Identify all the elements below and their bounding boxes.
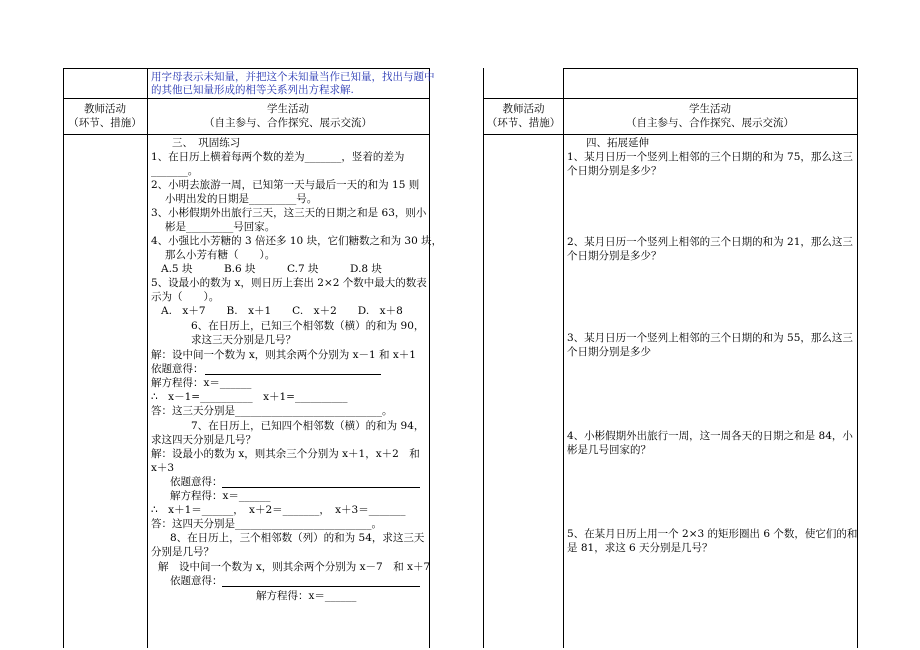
exercise-line: 解方程得：x＝______ <box>151 377 252 389</box>
exercise-line: A. x＋7 B. x＋1 C. x＋2 D. x＋8 <box>161 305 403 317</box>
top-note-line-1: 用字母表示未知量，并把这个未知量当作已知量，找出与题中 <box>151 71 435 83</box>
exercise-line: 解：设中间一个数为 x，则其余两个分别为 x－1 和 x＋1 <box>151 349 416 361</box>
exercise-line: 示为（ ）。 <box>151 291 220 303</box>
exercise-line: 5、设最小的数为 x，则日历上套出 2×2 个数中最大的数表 <box>151 277 427 289</box>
exercise-line: 7、在日历上，已知四个相邻数（横）的和为 94， <box>191 420 425 432</box>
exercise-line: 答：这三天分别是____________________________。 <box>151 405 393 417</box>
extension-question-1-line-2: 个日期分别是多少？ <box>567 165 662 177</box>
extension-question-2-line-2: 个日期分别是多少？ <box>567 250 662 262</box>
teacher-header-title: 教师活动 <box>84 103 126 115</box>
exercise-line: 依题意得： <box>170 575 223 587</box>
exercise-line: 2、小明去旅游一周，已知第一天与最后一天的和为 15 则 <box>151 179 420 191</box>
student-header-sub: （自主参与、合作探究、展示交流） <box>204 117 372 129</box>
student-header-title: 学生活动 <box>689 103 731 115</box>
exercise-line: 彬是_________号回家。 <box>165 221 276 233</box>
exercise-line: 依题意得： <box>170 476 223 488</box>
exercise-line: 依题意得： <box>151 363 204 375</box>
page-divider <box>483 68 484 648</box>
exercise-line: 小明出发的日期是_________号。 <box>165 193 318 205</box>
answer-blank <box>205 374 381 375</box>
exercise-line: 解方程得：x＝______ <box>170 490 271 502</box>
answer-blank <box>222 487 420 488</box>
teacher-header-title: 教师活动 <box>502 103 545 115</box>
exercise-line: 解方程得：x＝______ <box>256 590 357 602</box>
exercise-line: 4、小强比小芳糖的 3 倍还多 10 块，它们糖数之和为 30 块， <box>151 235 443 247</box>
extension-question-2-line-1: 2、某月日历一个竖列上相邻的三个日期的和为 21，那么这三 <box>567 236 853 248</box>
extension-question-5-line-1: 5、在某月日历上用一个 2×3 的矩形圈出 6 个数，使它们的和 <box>567 528 858 540</box>
exercise-line: x＋3 <box>151 462 175 474</box>
exercise-line: 解 设中间一个数为 x，则其余两个分别为 x－7 和 x＋7 <box>158 561 431 573</box>
exercise-line: 8、在日历上，三个相邻数（列）的和为 54，求这三天 <box>170 532 425 544</box>
exercise-line: A.5 块 B.6 块 C.7 块 D.8 块 <box>161 263 382 275</box>
section-title-extension: 四、拓展延伸 <box>586 137 649 149</box>
extension-question-5-line-2: 是 81，求这 6 天分别是几号？ <box>567 542 713 554</box>
teacher-header-sub: （环节、措施） <box>486 117 561 129</box>
extension-question-1-line-1: 1、某月日历一个竖列上相邻的三个日期的和为 75，那么这三 <box>567 151 853 163</box>
student-header-sub: （自主参与、合作探究、展示交流） <box>626 117 794 129</box>
exercise-line: ∴ x－1=__________ x＋1=__________ <box>151 391 348 403</box>
exercise-line: 分别是几号？ <box>151 546 214 558</box>
exercise-line: 3、小彬假期外出旅行三天，这三天的日期之和是 63，则小 <box>151 207 427 219</box>
top-note-line-2: 的其他已知量形成的相等关系列出方程求解. <box>151 84 354 96</box>
exercise-line: ∴ x＋1＝______， x＋2＝_______， x＋3＝_______ <box>151 504 406 516</box>
teacher-header-sub: （环节、措施） <box>68 117 142 129</box>
exercise-line: _______。 <box>151 165 199 177</box>
exercise-line: 求这三天分别是几号？ <box>191 334 296 346</box>
extension-question-4-line-2: 彬是几号回家的？ <box>567 444 651 456</box>
student-header-title: 学生活动 <box>267 103 309 115</box>
answer-blank <box>222 586 420 587</box>
exercise-line: 那么小芳有糖（ ）。 <box>165 249 276 261</box>
section-title-consolidation: 三、 巩固练习 <box>172 137 241 149</box>
exercise-line: 1、在日历上横着每两个数的差为_______，竖着的差为 <box>151 151 405 163</box>
exercise-line: 求这四天分别是几号？ <box>151 434 256 446</box>
exercise-line: 答：这四天分别是__________________________。 <box>151 518 382 530</box>
extension-question-3-line-1: 3、某月日历一个竖列上相邻的三个日期的和为 55，那么这三 <box>567 332 853 344</box>
exercise-line: 解：设最小的数为 x，则其余三个分别为 x＋1，x＋2 和 <box>151 448 420 460</box>
extension-question-3-line-2: 个日期分别是多少 <box>567 346 651 358</box>
extension-question-4-line-1: 4、小彬假期外出旅行一周，这一周各天的日期之和是 84，小 <box>567 430 853 442</box>
exercise-line: 6、在日历上，已知三个相邻数（横）的和为 90， <box>191 320 425 332</box>
